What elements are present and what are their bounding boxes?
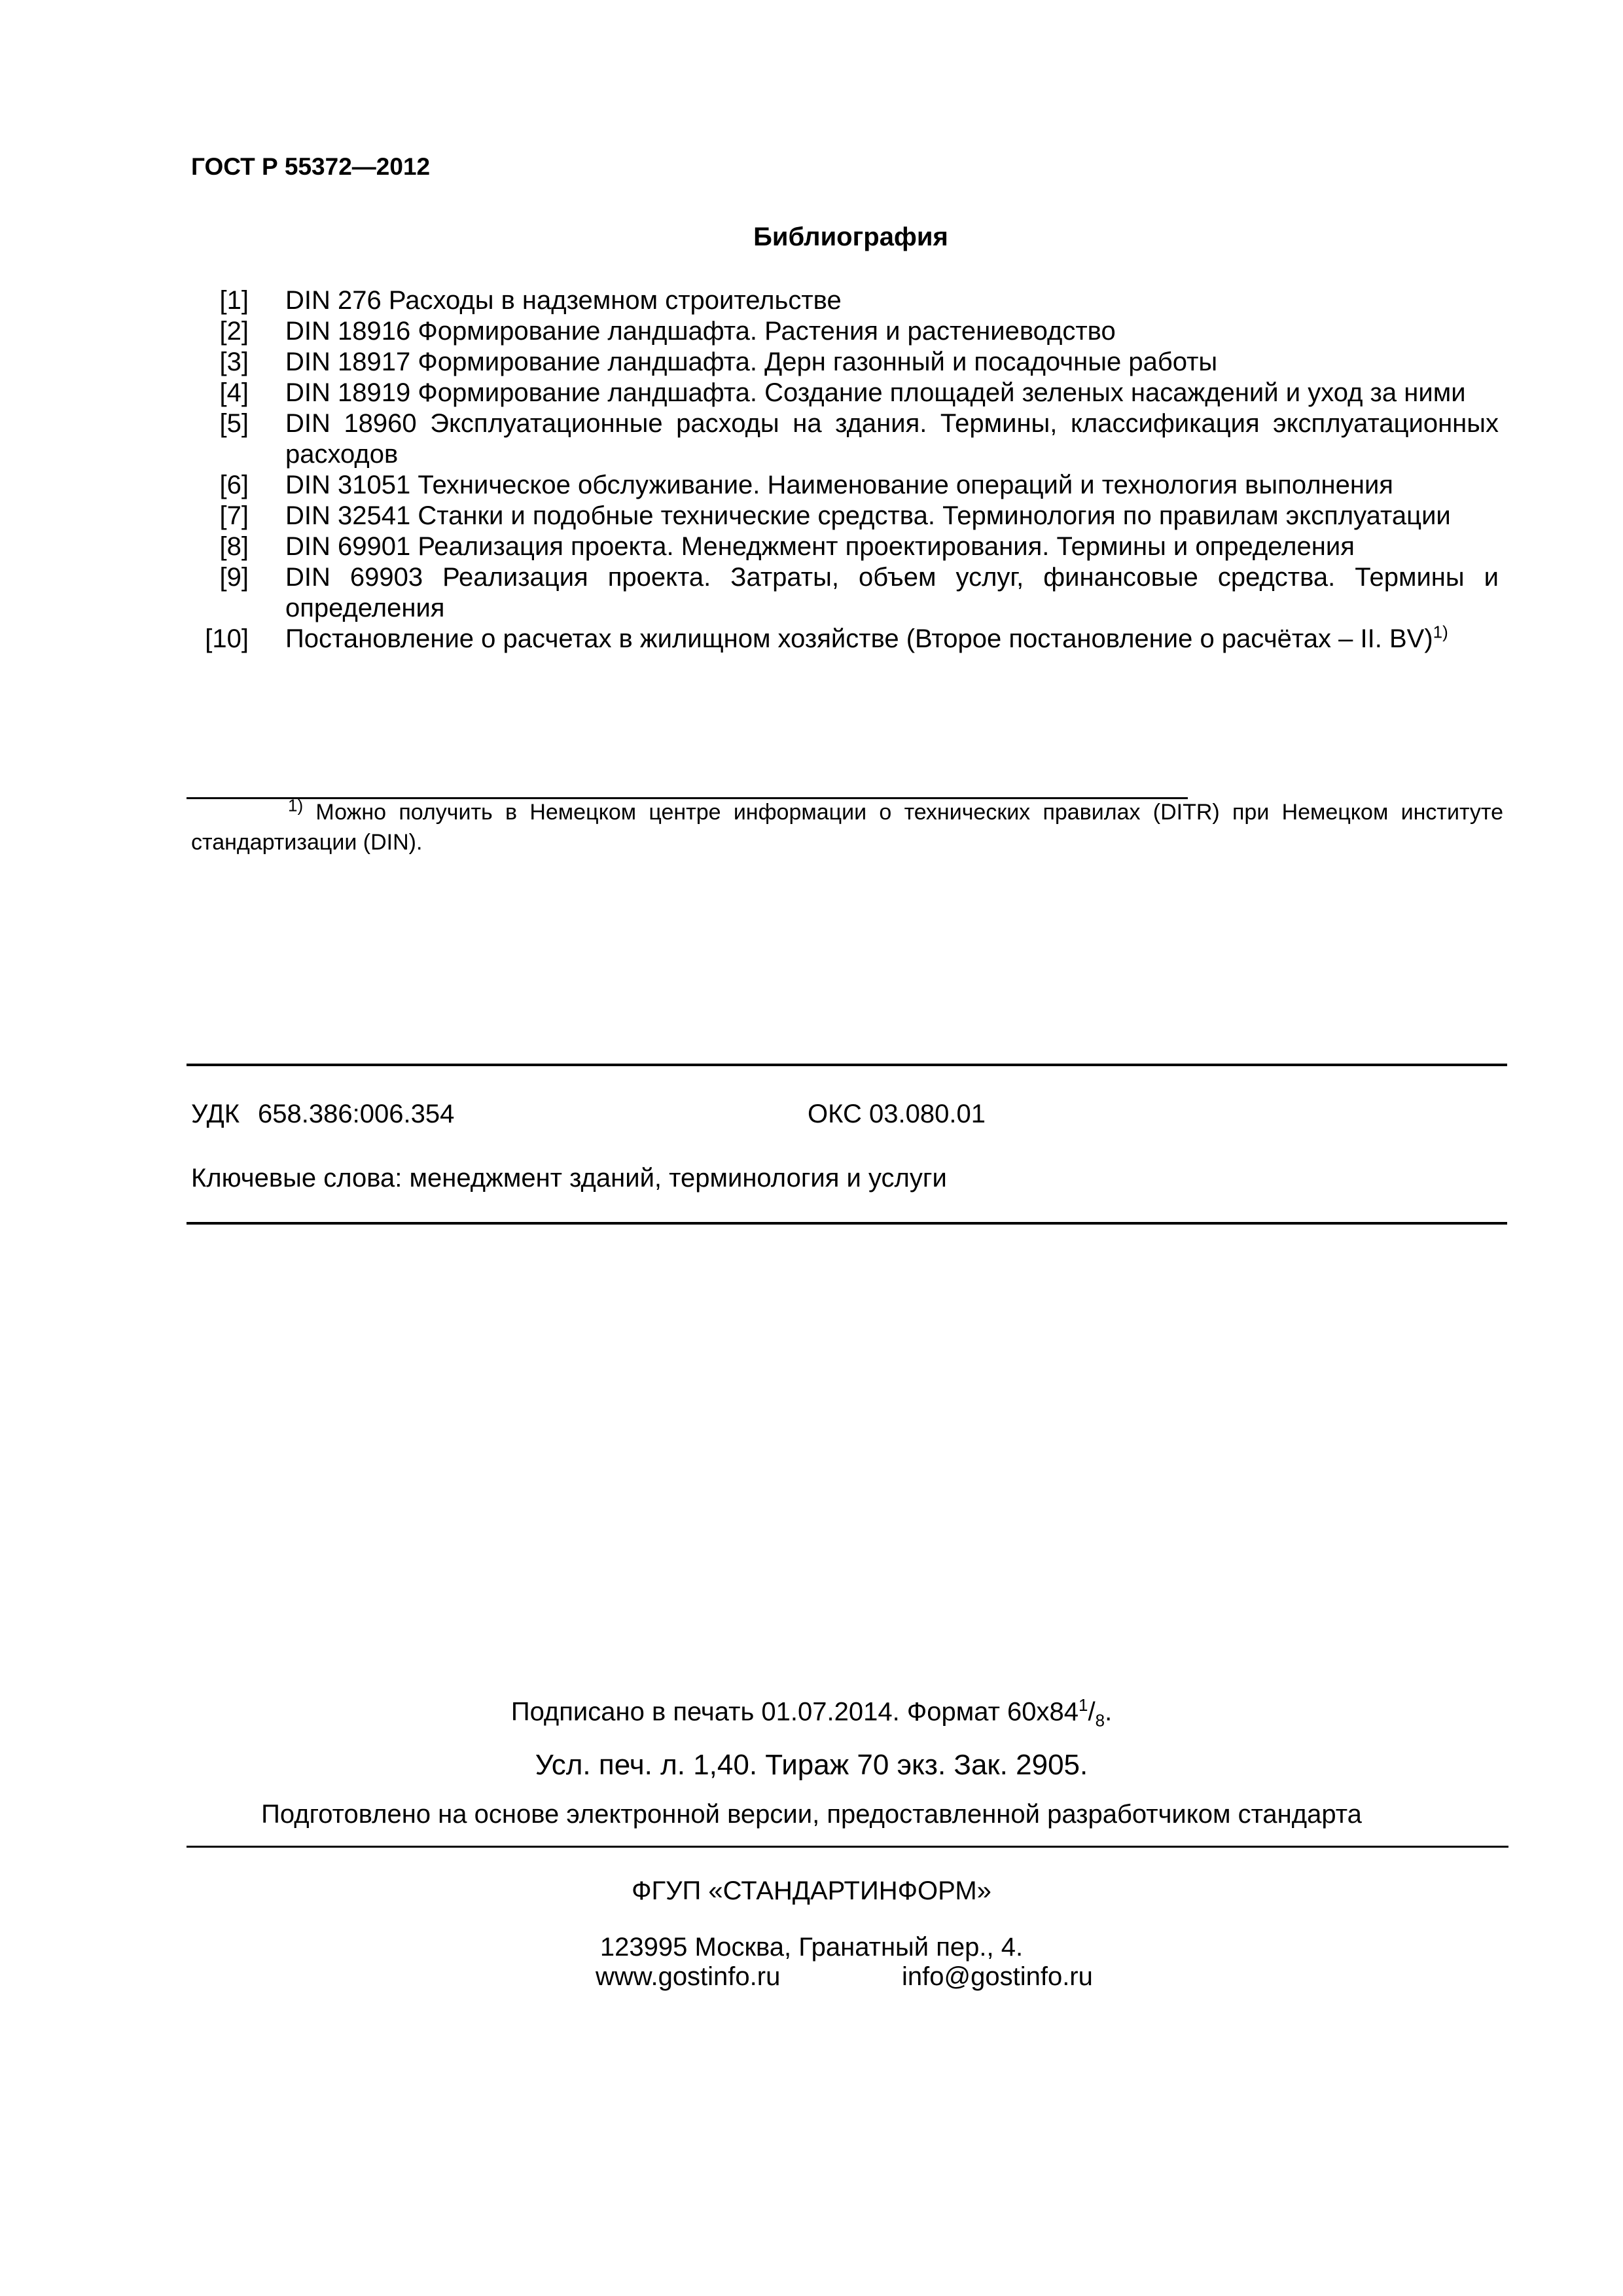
bibliography-title: Библиография <box>753 223 948 251</box>
email-link[interactable]: info@gostinfo.ru <box>902 1962 1093 1991</box>
bibliography-item-number: [8] <box>219 532 249 561</box>
oks-value: 03.080.01 <box>868 1100 986 1128</box>
format-denominator: 8 <box>1095 1710 1105 1731</box>
bibliography-item-number: [6] <box>219 471 249 499</box>
publisher-address: 123995 Москва, Гранатный пер., 4. <box>599 1933 1024 1962</box>
udk-code <box>191 1100 454 1129</box>
divider <box>187 1064 1507 1066</box>
bibliography-item-number: [1] <box>219 286 249 315</box>
bibliography-item <box>196 624 1499 655</box>
divider <box>187 1222 1507 1225</box>
bibliography-item-number: [3] <box>219 348 249 376</box>
udk-value: 658.386:006.354 <box>258 1100 455 1128</box>
footnote-text: Можно получить в Немецком центре информации о технических правилах (DITR) при Немецком институте стандартизации (DIN). <box>191 800 1503 855</box>
bibliography-item <box>196 285 1499 316</box>
prepared-note: Подготовлено на основе электронной версии, предоставленной разработчиком стандарта <box>261 1800 1362 1829</box>
footnote <box>191 797 1503 857</box>
signed-text: Подписано в печать 01.07.2014. Формат 60х84 <box>510 1697 1079 1727</box>
bibliography-item <box>196 562 1499 624</box>
bibliography-item <box>196 501 1499 531</box>
keywords: Ключевые слова: менеджмент зданий, терминология и услуги <box>191 1164 947 1193</box>
bibliography-item-text: DIN 32541 Станки и подобные технические средства. Терминология по правилам эксплуатации <box>285 501 1451 530</box>
oks-label: ОКС <box>808 1100 862 1128</box>
website-link[interactable]: www.gostinfo.ru <box>596 1962 781 1991</box>
bibliography-item-text: DIN 18916 Формирование ландшафта. Растения и растениеводство <box>285 317 1116 346</box>
format-numerator: 1 <box>1079 1695 1088 1715</box>
bibliography-item-text-body: Постановление о расчетах в жилищном хозяйстве (Второе постановление о расчётах – II. BV) <box>285 624 1433 653</box>
oks-code <box>808 1100 986 1129</box>
bibliography-item-text: DIN 69903 Реализация проекта. Затраты, объем услуг, финансовые средства. Термины и определения <box>285 563 1499 622</box>
signed-end: . <box>1105 1697 1113 1727</box>
bibliography-item-number: [10] <box>205 624 249 653</box>
bibliography-item-number: [5] <box>219 409 249 438</box>
signed-for-print: Подписано в печать 01.07.2014. Формат $60х84^1/_8$. <box>510 1695 1113 1731</box>
bibliography-item-number: [9] <box>219 563 249 592</box>
bibliography-item <box>196 531 1499 562</box>
publisher: ФГУП «СТАНДАРТИНФОРМ» <box>632 1876 991 1905</box>
bibliography-item <box>196 378 1499 408</box>
bibliography-item <box>196 408 1499 470</box>
footnote-mark: 1) <box>288 795 304 816</box>
bibliography-item-number: [2] <box>219 317 249 346</box>
bibliography-item-text: DIN 18960 Эксплуатационные расходы на здания. Термины, классификация эксплуатационных расходов <box>285 409 1499 469</box>
bibliography-item <box>196 316 1499 347</box>
divider <box>187 1846 1508 1848</box>
bibliography-item-number: [4] <box>219 378 249 407</box>
footnote-reference: 1) <box>1433 622 1448 642</box>
bibliography-item-text: DIN 276 Расходы в надземном строительстве <box>285 286 842 315</box>
udk-label: УДК <box>191 1100 240 1128</box>
print-info: Усл. печ. л. 1,40. Тираж 70 экз. Зак. 2905. <box>535 1749 1088 1781</box>
bibliography-item-text: DIN 69901 Реализация проекта. Менеджмент проектирования. Термины и определения <box>285 532 1355 561</box>
document-code: ГОСТ Р 55372—2012 <box>191 153 431 180</box>
bibliography-item <box>196 470 1499 501</box>
bibliography-list <box>196 285 1499 655</box>
bibliography-item <box>196 347 1499 378</box>
bibliography-item-text <box>285 624 1499 655</box>
bibliography-item-text: DIN 18919 Формирование ландшафта. Создание площадей зеленых насаждений и уход за ними <box>285 378 1466 407</box>
bibliography-item-number: [7] <box>219 501 249 530</box>
bibliography-item-text: DIN 31051 Техническое обслуживание. Наименование операций и технология выполнения <box>285 471 1393 499</box>
bibliography-item-text: DIN 18917 Формирование ландшафта. Дерн газонный и посадочные работы <box>285 348 1218 376</box>
